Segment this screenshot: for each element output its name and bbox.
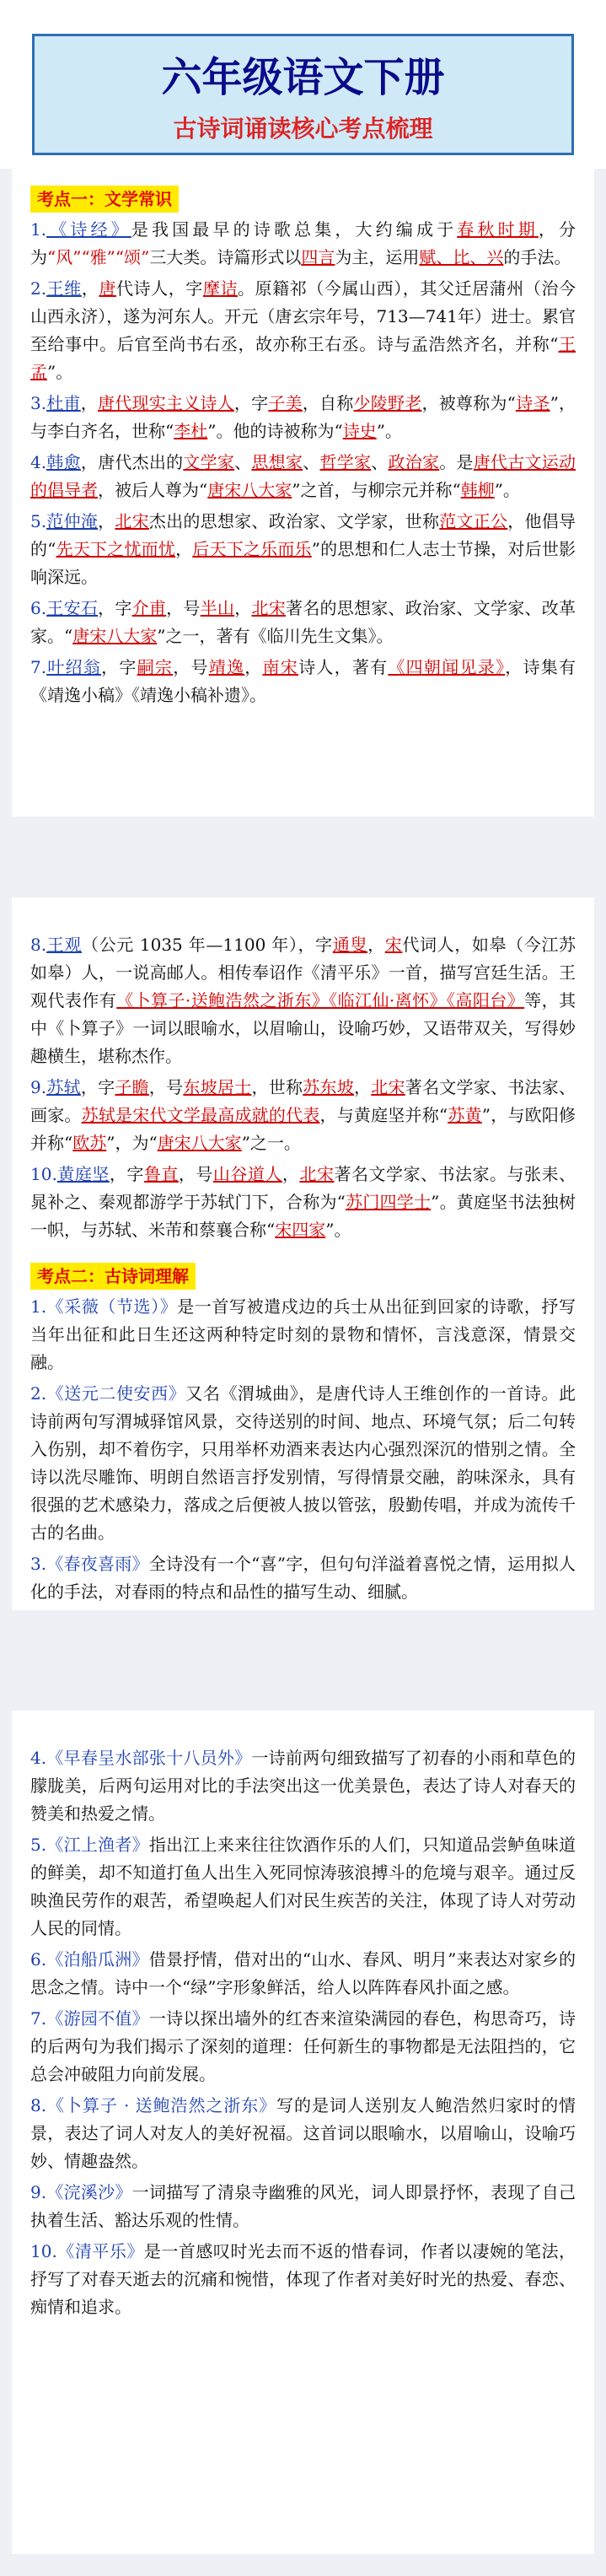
page-title: 六年级语文下册	[161, 54, 445, 101]
card-literature-2	[12, 897, 594, 1610]
entry-8: 8.王观（公元 1035 年—1100 年），字通叟，宋代词人，如皋（今江苏如皋）人，一说高邮人。相传奉诏作《清平乐》一首，描写宫廷生活。王观代表作有《卜算子·送鲍浩然之浙东》《临江仙·离怀》《高阳台》等，其中《卜算子》一词以眼喻水，以眉喻山，设喻巧妙，又语带双关，写得妙趣横生，堪称杰作。	[30, 935, 577, 1066]
poem-note-2: 2.《送元二使安西》又名《渭城曲》，是唐代诗人王维创作的一首诗。此诗前两句写渭城驿馆风景，交待送别的时间、地点、环境气氛；后二句转入伤别，却不着伤字，只用举杯劝酒来表达内心强烈深沉的惜别之情。全诗以洗尽雕饰、明朗自然语言抒发别情，写得情景交融，韵味深永，具有很强的艺术感染力，落成之后便被人披以管弦，殷勤传唱，并成为流传千古的名曲。	[30, 1383, 577, 1543]
header	[0, 0, 606, 169]
entry-7: 7.叶绍翁，字嗣宗，号靖逸，南宋诗人，著有《四朝闻见录》，诗集有《靖逸小稿》《靖逸小稿补遗》。	[30, 657, 577, 705]
entry-4: 4.韩愈，唐代杰出的文学家、思想家、哲学家、政治家。是唐代古文运动的倡导者，被后人尊为“唐宋八大家”之首，与柳宗元并称“韩柳”。	[30, 452, 577, 500]
poem-note-8: 8.《卜算子 · 送鲍浩然之浙东》写的是词人送别友人鲍浩然归家时的情景，表达了词人对友人的美好祝福。这首词以眼喻水，以眉喻山，设喻巧妙、情趣盎然。	[30, 2095, 577, 2171]
page-subtitle: 古诗词诵读核心考点梳理	[173, 115, 433, 143]
entry-6: 6.王安石，字介甫，号半山，北宋著名的思想家、政治家、文学家、改革家。“唐宋八大家”之一，著有《临川先生文集》。	[30, 598, 577, 646]
card-literature-1	[12, 165, 594, 816]
poem-note-9: 9.《浣溪沙》一词描写了清泉寺幽雅的风光，词人即景抒怀，表现了自己执着生活、豁达乐观的性情。	[30, 2182, 577, 2230]
entry-5: 5.范仲淹，北宋杰出的思想家、政治家、文学家，世称范文正公，他倡导的“先天下之忧而忧，后天下之乐而乐”的思想和仁人志士节操，对后世影响深远。	[30, 511, 577, 587]
entry-10: 10.黄庭坚，字鲁直，号山谷道人，北宋著名文学家、书法家。与张耒、晁补之、秦观都游学于苏轼门下，合称为“苏门四学士”。黄庭坚书法独树一帜，与苏轼、米芾和蔡襄合称“宋四家”。	[30, 1164, 577, 1240]
section-heading-1: 考点一：文学常识	[30, 186, 179, 213]
poem-note-7: 7.《游园不值》一诗以探出墙外的红杏来渲染满园的春色，构思奇巧，诗的后两句为我们揭示了深刻的道理：任何新生的事物都是无法阻挡的，它总会冲破阻力向前发展。	[30, 2008, 577, 2084]
poem-note-5: 5.《江上渔者》指出江上来来往往饮酒作乐的人们，只知道品尝鲈鱼味道的鲜美，却不知道打鱼人出生入死同惊涛骇浪搏斗的危境与艰辛。通过反映渔民劳作的艰苦，希望唤起人们对民生疾苦的关注，体现了诗人对劳动人民的同情。	[30, 1835, 577, 1938]
entry-9: 9.苏轼，字子瞻，号东坡居士，世称苏东坡，北宋著名文学家、书法家、画家。苏轼是宋代文学最高成就的代表，与黄庭坚并称“苏黄”，与欧阳修并称“欧苏”，为“唐宋八大家”之一。	[30, 1077, 577, 1153]
poem-note-4: 4.《早春呈水部张十八员外》一诗前两句细致描写了初春的小雨和草色的朦胧美，后两句运用对比的手法突出这一优美景色，表达了诗人对春天的赞美和热爱之情。	[30, 1748, 577, 1824]
section-heading-2: 考点二：古诗词理解	[30, 1263, 196, 1290]
entry-1: 1.《诗经》是我国最早的诗歌总集，大约编成于春秋时期，分为“风”“雅”“颂”三大类。诗篇形式以四言为主，运用赋、比、兴的手法。	[30, 219, 577, 267]
entry-2: 2.王维，唐代诗人，字摩诘。原籍祁（今属山西），其父迁居蒲州（治今山西永济），遂为河东人。开元（唐玄宗年号，713—741年）进士。累官至给事中。后官至尚书右丞，故亦称王右丞。诗与孟浩然齐名，并称“王孟”。	[30, 278, 577, 382]
poem-note-6: 6.《泊船瓜洲》借景抒情，借对出的“山水、春风、明月”来表达对家乡的思念之情。诗中一个“绿”字形象鲜活，给人以阵阵春风扑面之感。	[30, 1949, 577, 1997]
poem-note-3: 3.《春夜喜雨》全诗没有一个“喜”字，但句句洋溢着喜悦之情，运用拟人化的手法，对春雨的特点和品性的描写生动、细腻。	[30, 1554, 577, 1602]
title-box	[32, 34, 574, 155]
card-poems	[12, 1711, 594, 2554]
poem-note-1: 1.《采薇（节选）》是一首写被遣戍边的兵士从出征到回家的诗歌，抒写当年出征和此日生还这两种特定时刻的景物和情怀，言浅意深，情景交融。	[30, 1296, 577, 1372]
entry-3: 3.杜甫，唐代现实主义诗人，字子美，自称少陵野老，被尊称为“诗圣”，与李白齐名，世称“李杜”。他的诗被称为“诗史”。	[30, 393, 577, 441]
poem-note-10: 10.《清平乐》是一首感叹时光去而不返的惜春词，作者以凄婉的笔法，抒写了对春天逝去的沉痛和惋惜，体现了作者对美好时光的热爱、春恋、痴情和追求。	[30, 2241, 577, 2317]
